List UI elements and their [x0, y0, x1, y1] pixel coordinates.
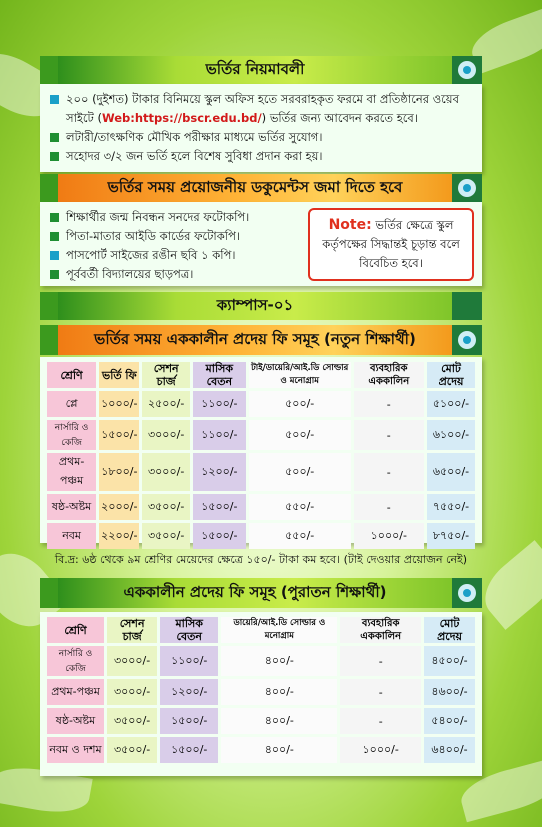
- table-cell: ৩০০০/-: [107, 646, 157, 676]
- fee-footnote: বি.দ্র: ৬ষ্ঠ থেকে ৯ম শ্রেণির মেয়েদের ক্ষেত্রে ১৫০/- টাকা কম হবে। (টাই দেওয়ার প্রয়োজন নেই): [54, 553, 468, 566]
- documents-title: ভর্তির সময় প্রয়োজনীয় ডকুমেন্টস জমা দিতে হবে: [58, 174, 452, 202]
- flower-icon: [458, 584, 476, 602]
- bullet-square-icon: [50, 95, 59, 104]
- table-cell: ৪৬০০/-: [424, 679, 475, 705]
- table-cell: ৪৫০০/-: [424, 646, 475, 676]
- table-cell: ৩৫০০/-: [107, 737, 157, 763]
- header-left-tab: [40, 292, 58, 320]
- new-fees-panel: [40, 357, 482, 543]
- table-header-row: [47, 362, 475, 388]
- header-right-tab: [452, 325, 482, 355]
- table-cell: নবম ও দশম: [47, 737, 104, 763]
- table-cell: ২৫০০/-: [142, 391, 189, 417]
- table-row: [47, 494, 475, 520]
- new-fees-header: [40, 325, 482, 355]
- table-cell: -: [354, 391, 424, 417]
- table-cell: ৩০০০/-: [107, 679, 157, 705]
- header-left-tab: [40, 325, 58, 355]
- table-cell: ৬৫০০/-: [427, 453, 475, 491]
- rule-item: ২০০ (দুইশত) টাকার বিনিময়ে স্কুল অফিস হতে সরবরাহকৃত ফরমে বা প্রতিষ্ঠানের ওয়েব সাইটে (Web:https://bscr.edu.bd/) ভর্তির জন্য আবেদন করতে হবে।: [50, 90, 472, 128]
- header-right-tab: [452, 56, 482, 84]
- table-cell: ১৫০০/-: [99, 420, 139, 450]
- table-cell: -: [340, 708, 421, 734]
- column-header: শ্রেণি: [47, 617, 104, 643]
- bullet-square-icon: [50, 251, 59, 260]
- column-header: মাসিক বেতন: [193, 362, 246, 388]
- column-header: মোট প্রদেয়: [424, 617, 475, 643]
- table-row: [47, 453, 475, 491]
- column-header: মাসিক বেতন: [160, 617, 218, 643]
- table-cell: ২২০০/-: [99, 523, 139, 549]
- rules-panel: [40, 84, 482, 172]
- table-cell: ১১০০/-: [160, 646, 218, 676]
- old-fees-title: এককালীন প্রদেয় ফি সমূহ (পুরাতন শিক্ষার্থী): [58, 578, 452, 608]
- website-link[interactable]: Web:https://bscr.edu.bd/: [101, 111, 262, 125]
- column-header: ব্যবহারিক এককালিন: [340, 617, 421, 643]
- column-header: ডায়েরি/আই.ডি সোল্ডার ও মনোগ্রাম: [221, 617, 337, 643]
- header-left-tab: [40, 56, 58, 84]
- table-cell: ১৫০০/-: [193, 523, 246, 549]
- table-cell: -: [354, 453, 424, 491]
- table-cell: ৫০০/-: [249, 391, 351, 417]
- table-cell: -: [340, 646, 421, 676]
- rules-title: ভর্তির নিয়মাবলী: [58, 56, 452, 84]
- table-cell: ১২০০/-: [193, 453, 246, 491]
- table-cell: ৪০০/-: [221, 737, 337, 763]
- header-right-tab: [452, 292, 482, 320]
- table-row: [47, 679, 475, 705]
- old-fees-header: [40, 578, 482, 608]
- table-cell: ১১০০/-: [193, 420, 246, 450]
- header-left-tab: [40, 578, 58, 608]
- table-cell: ১৫০০/-: [160, 737, 218, 763]
- campus-title: ক্যাম্পাস-০১: [58, 292, 452, 320]
- table-cell: ৫০০/-: [249, 420, 351, 450]
- table-cell: ২০০০/-: [99, 494, 139, 520]
- bullet-square-icon: [50, 152, 59, 161]
- table-cell: ১২০০/-: [160, 679, 218, 705]
- document-item: পূর্ববর্তী বিদ্যালয়ের ছাড়পত্র।: [50, 265, 300, 284]
- note-text: ভর্তির ক্ষেত্রে স্কুল কর্তৃপক্ষের সিদ্ধান্তই চূড়ান্ত বলে বিবেচিত হবে।: [322, 218, 460, 270]
- column-header: ভর্তি ফি: [99, 362, 139, 388]
- bg-leaf-decoration: [473, 540, 542, 630]
- table-cell: ১৮০০/-: [99, 453, 139, 491]
- table-cell: ৭৫৫০/-: [427, 494, 475, 520]
- document-item: পিতা-মাতার আইডি কার্ডের ফটোকপি।: [50, 227, 300, 246]
- rules-list: [40, 84, 482, 172]
- documents-panel: [40, 202, 482, 286]
- header-left-tab: [40, 174, 58, 202]
- table-row: [47, 420, 475, 450]
- table-cell: ৫০০/-: [249, 453, 351, 491]
- column-header: মোট প্রদেয়: [427, 362, 475, 388]
- table-row: [47, 646, 475, 676]
- column-header: টাই/ডায়েরি/আই.ডি সোল্ডার ও মনোগ্রাম: [249, 362, 351, 388]
- table-cell: ১০০০/-: [340, 737, 421, 763]
- documents-list: [40, 202, 310, 290]
- table-cell: প্রথম-পঞ্চম: [47, 453, 96, 491]
- table-cell: -: [354, 494, 424, 520]
- table-cell: ৩৫০০/-: [142, 523, 189, 549]
- table-cell: ৪০০/-: [221, 679, 337, 705]
- table-header-row: [47, 617, 475, 643]
- table-cell: ৪০০/-: [221, 708, 337, 734]
- flower-icon: [458, 179, 476, 197]
- table-cell: প্লে: [47, 391, 96, 417]
- table-cell: ৪০০/-: [221, 646, 337, 676]
- rule-item: সহোদর ৩/২ জন ভর্তি হলে বিশেষ সুবিধা প্রদান করা হয়।: [50, 147, 472, 166]
- flower-icon: [458, 331, 476, 349]
- table-row: [47, 737, 475, 763]
- table-cell: ৩৫০০/-: [107, 708, 157, 734]
- bullet-square-icon: [50, 270, 59, 279]
- table-cell: -: [340, 679, 421, 705]
- table-row: [47, 523, 475, 549]
- column-header: শ্রেণি: [47, 362, 96, 388]
- table-cell: ষষ্ঠ-অষ্টম: [47, 494, 96, 520]
- table-cell: ষষ্ঠ-অষ্টম: [47, 708, 104, 734]
- table-cell: ৩০০০/-: [142, 453, 189, 491]
- new-fees-title: ভর্তির সময় এককালীন প্রদেয় ফি সমূহ (নতুন শিক্ষার্থী): [58, 325, 452, 355]
- table-cell: ১৫০০/-: [193, 494, 246, 520]
- rules-header: [40, 56, 482, 84]
- bullet-square-icon: [50, 213, 59, 222]
- table-row: [47, 391, 475, 417]
- table-cell: প্রথম-পঞ্চম: [47, 679, 104, 705]
- table-cell: ৮৭৫০/-: [427, 523, 475, 549]
- table-cell: ৫৪০০/-: [424, 708, 475, 734]
- table-cell: ১৫০০/-: [160, 708, 218, 734]
- table-cell: নার্সারি ও কেজি: [47, 420, 96, 450]
- table-cell: ৬৪০০/-: [424, 737, 475, 763]
- note-label: Note:: [328, 217, 372, 233]
- header-right-tab: [452, 578, 482, 608]
- table-cell: নবম: [47, 523, 96, 549]
- table-cell: নার্সারি ও কেজি: [47, 646, 104, 676]
- document-item: শিক্ষার্থীর জন্ম নিবন্ধন সনদের ফটোকপি।: [50, 208, 300, 227]
- old-fees-table: [44, 614, 478, 766]
- bullet-square-icon: [50, 133, 59, 142]
- table-row: [47, 708, 475, 734]
- column-header: সেশন চার্জ: [142, 362, 189, 388]
- campus-header: [40, 292, 482, 320]
- column-header: ব্যবহারিক এককালিন: [354, 362, 424, 388]
- document-item: পাসপোর্ট সাইজের রঙীন ছবি ১ কপি।: [50, 246, 300, 265]
- table-cell: ৩৫০০/-: [142, 494, 189, 520]
- flower-icon: [458, 61, 476, 79]
- table-cell: ৩০০০/-: [142, 420, 189, 450]
- old-fees-panel: [40, 612, 482, 776]
- table-cell: ৫৫০/-: [249, 494, 351, 520]
- documents-header: [40, 174, 482, 202]
- table-cell: ৫৫০/-: [249, 523, 351, 549]
- header-right-tab: [452, 174, 482, 202]
- table-cell: ১০০০/-: [99, 391, 139, 417]
- table-cell: ৫১০০/-: [427, 391, 475, 417]
- table-cell: ১১০০/-: [193, 391, 246, 417]
- note-box: [308, 208, 474, 281]
- table-cell: ৬১০০/-: [427, 420, 475, 450]
- rule-item: লটারী/তাৎক্ষণিক মৌখিক পরীক্ষার মাধ্যমে ভর্তির সুযোগ।: [50, 128, 472, 147]
- bullet-square-icon: [50, 232, 59, 241]
- table-cell: -: [354, 420, 424, 450]
- column-header: সেশন চার্জ: [107, 617, 157, 643]
- table-cell: ১০০০/-: [354, 523, 424, 549]
- new-fees-table: [44, 359, 478, 552]
